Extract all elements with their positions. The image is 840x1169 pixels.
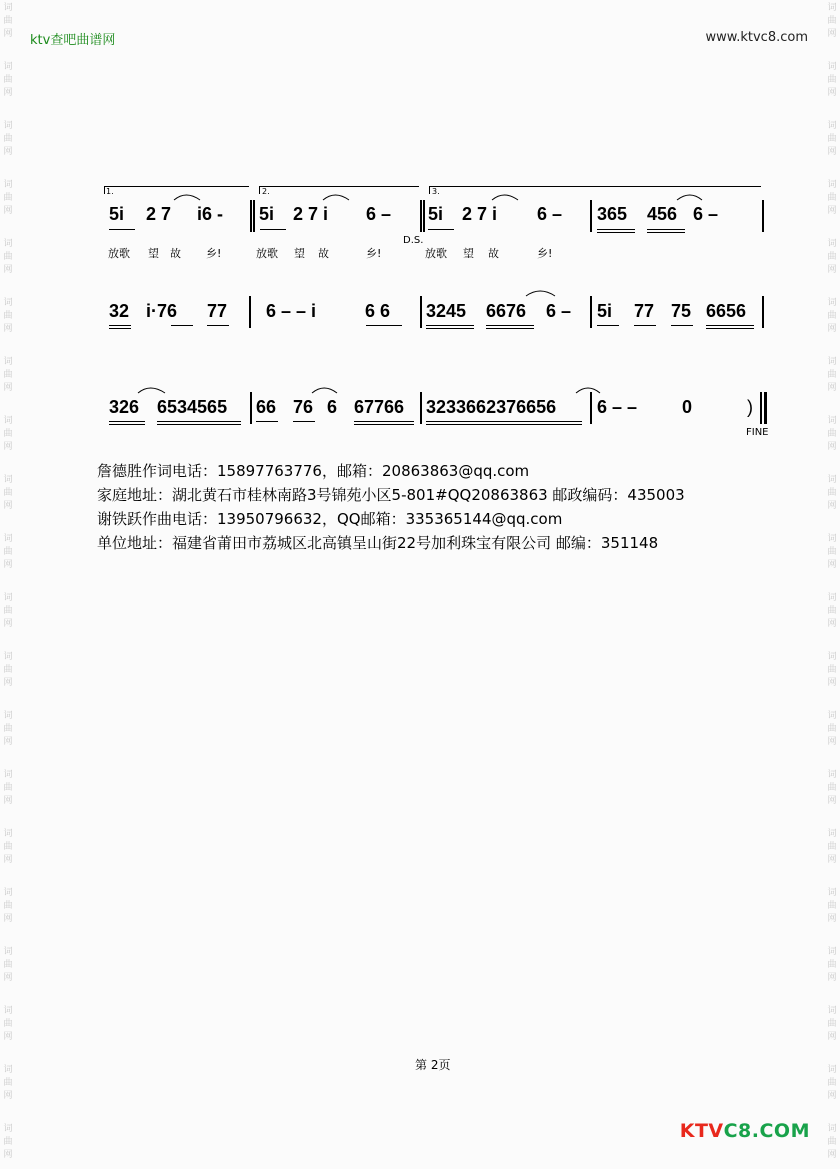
watermark-char: 词 (3, 888, 13, 898)
watermark-char: 词 (827, 534, 837, 544)
watermark-char: 曲 (827, 1019, 837, 1029)
watermark-char: 词 (827, 239, 837, 249)
watermark-char: 曲 (827, 665, 837, 675)
watermark-char: 词 (827, 416, 837, 426)
ktvc8-logo[interactable]: KTVC8.COM (679, 1120, 810, 1142)
watermark-char: 曲 (3, 724, 13, 734)
watermark-char: 曲 (3, 547, 13, 557)
note-group: 6534565 (157, 397, 228, 417)
note-group: 5i (259, 204, 275, 224)
watermark-char: 词 (827, 475, 837, 485)
note-group: 6 – (366, 204, 392, 224)
watermark-char: 词 (3, 652, 13, 662)
volta-1: 1. (106, 187, 114, 196)
watermark-char: 曲 (3, 75, 13, 85)
watermark-char: 词 (827, 121, 837, 131)
lyric: 放歌 (425, 247, 447, 260)
watermark-char: 曲 (3, 252, 13, 262)
watermark-char: 曲 (3, 1137, 13, 1147)
watermark-char: 词 (3, 3, 13, 13)
watermark-char: 词 (827, 357, 837, 367)
watermark-char: 曲 (3, 311, 13, 321)
watermark-char: 词 (827, 711, 837, 721)
watermark-char: 词 (3, 298, 13, 308)
watermark-char: 词 (3, 357, 13, 367)
note-group: 77 (634, 301, 655, 321)
watermark-char: 词 (3, 534, 13, 544)
watermark-char: 曲 (827, 1137, 837, 1147)
watermark-char: 网 (827, 265, 837, 275)
note-group: 5i (428, 204, 444, 224)
note-group: 5i (597, 301, 613, 321)
watermark-char: 网 (3, 383, 13, 393)
lyric: 望 (294, 247, 305, 260)
site-name: ktv查吧曲谱网 (30, 33, 116, 48)
note-group: 3245 (426, 301, 467, 321)
watermark-char: 网 (3, 796, 13, 806)
note-group: 6 – (693, 204, 719, 224)
lyric: 乡! (366, 247, 382, 260)
watermark-char: 词 (3, 770, 13, 780)
watermark-char: 曲 (827, 842, 837, 852)
lyric: 望 (148, 247, 159, 260)
watermark-char: 曲 (3, 606, 13, 616)
watermark-char: 词 (827, 1065, 837, 1075)
watermark-char: 曲 (3, 1019, 13, 1029)
watermark-char: 曲 (827, 193, 837, 203)
note-group: 77 (207, 301, 228, 321)
watermark-char: 词 (3, 1124, 13, 1134)
watermark-char: 词 (3, 180, 13, 190)
note-group: 6 – (537, 204, 563, 224)
watermark-char: 网 (3, 737, 13, 747)
note-group: 6 – – (597, 397, 638, 417)
site-url[interactable]: www.ktvc8.com (705, 30, 808, 45)
watermark-char: 曲 (827, 16, 837, 26)
note-group: 32 (109, 301, 130, 321)
watermark-char: 词 (827, 1124, 837, 1134)
lyric: 故 (318, 247, 329, 260)
watermark-char: 曲 (827, 901, 837, 911)
watermark-char: 曲 (827, 75, 837, 85)
watermark-char: 网 (827, 206, 837, 216)
volta-3: 3. (432, 187, 440, 196)
watermark-char: 网 (827, 855, 837, 865)
watermark-char: 曲 (827, 606, 837, 616)
fine-mark: FINE (746, 427, 769, 438)
watermark-char: 网 (3, 29, 13, 39)
note-group: 6656 (706, 301, 747, 321)
watermark-char: 网 (3, 442, 13, 452)
note-group: 365 (597, 204, 628, 224)
watermark-char: 网 (3, 678, 13, 688)
watermark-char: 词 (827, 180, 837, 190)
watermark-char: 词 (827, 888, 837, 898)
watermark-char: 词 (3, 1006, 13, 1016)
watermark-char: 网 (827, 324, 837, 334)
page-number: 第 2页 (415, 1058, 451, 1072)
watermark-char: 网 (3, 88, 13, 98)
note-group: 6676 (486, 301, 527, 321)
watermark-char: 曲 (3, 134, 13, 144)
watermark-char: 曲 (827, 134, 837, 144)
lyric: 故 (488, 247, 499, 260)
watermark-char: 网 (3, 147, 13, 157)
watermark-char: 网 (827, 560, 837, 570)
watermark-char: 曲 (3, 842, 13, 852)
note-group: i6 - (197, 204, 224, 224)
watermark-char: 网 (3, 914, 13, 924)
note-group: 3233662376656 (426, 397, 557, 417)
watermark-char: 曲 (827, 252, 837, 262)
note-group: 456 (647, 204, 678, 224)
watermark-char: 网 (827, 147, 837, 157)
watermark-char: 词 (827, 593, 837, 603)
watermark-char: 词 (827, 62, 837, 72)
watermark-char: 曲 (827, 1078, 837, 1088)
watermark-char: 网 (827, 1150, 837, 1160)
watermark-char: 网 (827, 619, 837, 629)
watermark-char: 曲 (827, 783, 837, 793)
lyric: 放歌 (256, 247, 278, 260)
note-group: 6 6 (365, 301, 391, 321)
note-group: 6 – (546, 301, 572, 321)
note-group: 6 (327, 397, 338, 417)
watermark-char: 词 (827, 829, 837, 839)
watermark-char: 曲 (3, 488, 13, 498)
watermark-char: 词 (827, 770, 837, 780)
watermark-char: 词 (827, 3, 837, 13)
watermark-char: 网 (3, 1091, 13, 1101)
watermark-char: 词 (827, 1006, 837, 1016)
watermark-char: 曲 (3, 901, 13, 911)
note-group: 2 7 i (293, 204, 329, 224)
watermark-char: 网 (3, 855, 13, 865)
watermark-char: 曲 (3, 960, 13, 970)
note-group: 66 (256, 397, 277, 417)
watermark-char: 词 (827, 947, 837, 957)
lyric: 放歌 (108, 247, 130, 260)
music-score: 1. 2. 3. 5i 2 7 i6 - 5i 2 7 i 6 – 5i 2 7 i 6 – 365 456 6 – 放歌 望 故 乡! 放歌 望 故 乡! 放歌 望 故 乡! D.S. 32 i·76 77 6 – – i 6 6 3245 6676 6 – 5i 77 75 6656 326 6534565 66 76 6 67766 3233662376656 6 – – 0 ) FINE (0, 0, 840, 460)
watermark-char: 词 (3, 62, 13, 72)
slur-overlay (0, 0, 840, 460)
watermark-char: 网 (3, 265, 13, 275)
watermark-char: 网 (3, 1032, 13, 1042)
watermark-char: 网 (827, 1091, 837, 1101)
watermark-char: 曲 (3, 665, 13, 675)
watermark-char: 曲 (827, 429, 837, 439)
note-group: 2 7 (146, 204, 172, 224)
note-group: 326 (109, 397, 140, 417)
lyric: 望 (463, 247, 474, 260)
watermark-char: 网 (827, 973, 837, 983)
watermark-char: 网 (827, 29, 837, 39)
ds-mark: D.S. (403, 235, 424, 246)
watermark-char: 网 (827, 383, 837, 393)
watermark-char: 网 (827, 737, 837, 747)
watermark-char: 网 (827, 678, 837, 688)
composer-address: 单位地址：福建省莆田市荔城区北高镇呈山街22号加利珠宝有限公司 邮编：351148 (97, 534, 659, 552)
watermark-char: 曲 (3, 429, 13, 439)
lyric: 乡! (537, 247, 553, 260)
watermark-char: 网 (3, 619, 13, 629)
note-group: 76 (293, 397, 314, 417)
watermark-char: 词 (827, 298, 837, 308)
watermark-char: 曲 (3, 370, 13, 380)
note-group: 6 – – i (266, 301, 317, 321)
watermark-char: 词 (3, 711, 13, 721)
lyric: 乡! (206, 247, 222, 260)
note-group: 67766 (354, 397, 405, 417)
watermark-char: 网 (3, 324, 13, 334)
watermark-char: 词 (3, 239, 13, 249)
watermark-char: 曲 (3, 783, 13, 793)
watermark-char: 网 (3, 973, 13, 983)
watermark-char: 词 (3, 416, 13, 426)
lyricist-contact: 詹德胜作词电话：15897763776，邮箱：20863863@qq.com (97, 462, 530, 480)
watermark-char: 网 (3, 560, 13, 570)
watermark-char: 网 (827, 796, 837, 806)
watermark-char: 曲 (827, 547, 837, 557)
watermark-char: 词 (3, 947, 13, 957)
watermark-char: 网 (3, 1150, 13, 1160)
watermark-char: 词 (3, 829, 13, 839)
watermark-char: 网 (827, 914, 837, 924)
watermark-char: 曲 (827, 370, 837, 380)
composer-contact: 谢铁跃作曲电话：13950796632，QQ邮箱：335365144@qq.com (97, 510, 563, 528)
lyric: 故 (170, 247, 181, 260)
note-group: 75 (671, 301, 692, 321)
watermark-char: 网 (827, 1032, 837, 1042)
watermark-char: 网 (3, 501, 13, 511)
watermark-char: 词 (827, 652, 837, 662)
note-group: 5i (109, 204, 125, 224)
watermark-char: 词 (3, 475, 13, 485)
watermark-char: 曲 (827, 960, 837, 970)
watermark-char: 词 (3, 593, 13, 603)
note-group: i·76 (146, 301, 178, 321)
volta-2: 2. (262, 187, 270, 196)
watermark-char: 曲 (3, 1078, 13, 1088)
watermark-char: 曲 (827, 724, 837, 734)
note-group: 0 (682, 397, 693, 417)
lyricist-address: 家庭地址：湖北黄石市桂林南路3号锦苑小区5-801#QQ20863863 邮政编码：435003 (97, 486, 685, 504)
note-group: 2 7 i (462, 204, 498, 224)
watermark-char: 词 (3, 121, 13, 131)
watermark-char: 词 (3, 1065, 13, 1075)
watermark-char: 网 (3, 206, 13, 216)
watermark-char: 网 (827, 501, 837, 511)
watermark-char: 曲 (827, 311, 837, 321)
watermark-char: 曲 (3, 16, 13, 26)
watermark-char: 网 (827, 88, 837, 98)
watermark-char: 曲 (3, 193, 13, 203)
watermark-char: 曲 (827, 488, 837, 498)
watermark-char: 网 (827, 442, 837, 452)
